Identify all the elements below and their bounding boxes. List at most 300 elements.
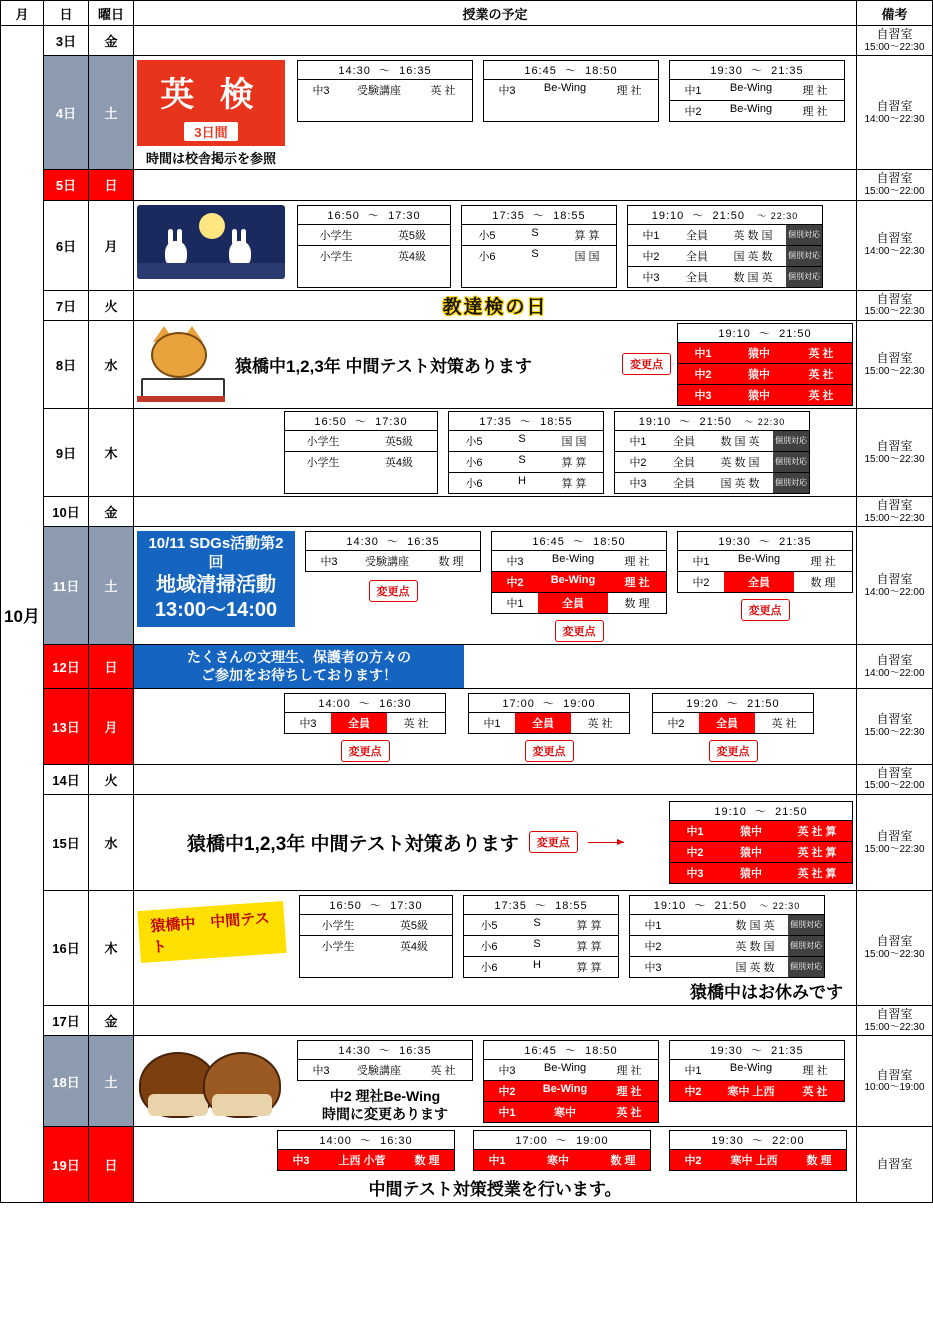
note-label: 自習室	[876, 350, 913, 365]
subjects: 英 社	[403, 717, 429, 730]
change-badge: 変更点	[341, 740, 390, 762]
grade: 中3	[642, 271, 660, 284]
lesson-row	[464, 915, 618, 936]
subjects: 数 理	[414, 1155, 440, 1168]
day-cell: 16日	[44, 890, 89, 1005]
note-cell	[857, 200, 933, 290]
lesson-row	[300, 936, 452, 956]
lesson-row	[464, 957, 618, 977]
lesson-row	[492, 572, 666, 593]
lesson-row	[628, 225, 822, 246]
table-row	[1, 200, 933, 290]
block-time: 19:10 ～ 21:50 ～ 22:30	[628, 206, 822, 225]
lesson-blocks	[305, 531, 853, 642]
eiken-subtitle: 時間は校舎掲示を参照	[145, 151, 276, 167]
grade: 中1	[498, 1107, 516, 1120]
grade: 中3	[299, 717, 317, 730]
main-cell	[134, 764, 857, 794]
main-cell	[134, 1036, 857, 1127]
block-time: 16:50 ～ 17:30	[300, 896, 452, 915]
subjects: 英 数 国	[720, 456, 760, 469]
school: 猿中	[748, 368, 770, 381]
note-label: 自習室	[876, 765, 913, 780]
kobetsu-badge: 個別対応	[773, 473, 809, 493]
grade: 小学生	[319, 229, 353, 242]
lesson-row	[670, 863, 852, 883]
sdgs-line1: 10/11 SDGs活動第2回	[148, 535, 284, 571]
grade: 中3	[292, 1155, 310, 1168]
lesson-row	[285, 452, 437, 472]
lesson-block	[669, 1130, 847, 1171]
eiken-badge: 3日間	[184, 122, 237, 141]
subjects: 英 社	[808, 368, 834, 381]
block-time: 16:45 ～ 18:50	[492, 532, 666, 551]
chuukan-test-label: 猿橋中 中間テスト	[149, 909, 271, 957]
subjects: 英 社	[808, 347, 834, 360]
course: S	[531, 226, 539, 239]
chusha-note-line2: 時間に変更あります	[322, 1106, 448, 1123]
lesson-row	[670, 80, 844, 101]
note-label: 自習室	[876, 438, 913, 453]
lesson-row	[678, 343, 852, 364]
note-label: 自習室	[876, 27, 913, 41]
lesson-block	[677, 531, 853, 593]
course	[676, 957, 722, 977]
grade: 中2	[629, 456, 647, 469]
note-cell	[857, 764, 933, 794]
lesson-row	[469, 713, 629, 733]
note-label: 自習室	[876, 291, 913, 306]
main-cell	[134, 794, 857, 890]
course	[676, 936, 722, 956]
day-cell: 18日	[44, 1036, 89, 1127]
lesson-block	[614, 411, 810, 494]
dow-cell: 金	[89, 1005, 134, 1035]
course: 全員	[331, 713, 387, 733]
lesson-row	[653, 713, 813, 733]
lesson-row	[462, 225, 616, 246]
subjects: 英 数 国	[733, 229, 773, 242]
day-cell: 8日	[44, 320, 89, 408]
grade: 中1	[642, 229, 660, 242]
test-taisaku-text: 猿橋中1,2,3年 中間テスト対策あります	[235, 356, 532, 376]
grade: 中1	[686, 825, 704, 838]
kobetsu-badge: 個別対応	[786, 225, 822, 245]
subjects: 国 国	[574, 250, 600, 263]
note-cell	[857, 290, 933, 320]
course: S	[533, 937, 541, 950]
course: 受験講座	[365, 556, 409, 569]
lesson-row	[484, 1102, 658, 1122]
lesson-blocks	[297, 60, 845, 122]
subjects: 数 理	[624, 598, 650, 611]
note-label: 自習室	[876, 497, 913, 512]
subjects: 算 算	[561, 456, 587, 469]
subjects: 英 社	[430, 85, 456, 98]
lesson-row	[678, 572, 852, 592]
lesson-block	[297, 205, 451, 288]
grade: 小学生	[319, 250, 353, 263]
kobetsu-badge: 個別対応	[788, 957, 824, 977]
grade: 中1	[629, 435, 647, 448]
day-cell: 10日	[44, 496, 89, 526]
subjects: 英 社	[430, 1065, 456, 1078]
lesson-row	[628, 267, 822, 287]
grade: 中2	[692, 577, 710, 590]
table-row	[1, 408, 933, 496]
note-cell	[857, 1005, 933, 1035]
subjects: 算 算	[574, 229, 600, 242]
grade: 中3	[506, 556, 524, 569]
block-time: 19:30 ～ 22:00	[670, 1131, 846, 1150]
block-time: 14:00 ～ 16:30	[278, 1131, 454, 1150]
course: H	[533, 958, 541, 971]
grade: 中3	[498, 1065, 516, 1078]
chestnut-illustration	[137, 1040, 287, 1124]
block-time: 17:00 ～ 19:00	[469, 694, 629, 713]
note-label: 自習室	[876, 934, 913, 949]
grade: 小6	[480, 961, 498, 974]
lesson-row	[670, 1150, 846, 1170]
grade: 中2	[644, 940, 662, 953]
subjects: 理 社	[624, 577, 650, 590]
lesson-row	[449, 431, 603, 452]
lesson-block	[297, 60, 473, 122]
note-cell	[857, 496, 933, 526]
note-hours: 15:00～22:30	[864, 453, 925, 465]
dow-cell: 木	[89, 890, 134, 1005]
kobetsu-badge: 個別対応	[773, 452, 809, 472]
main-cell	[134, 290, 857, 320]
note-hours: 15:00～22:00	[864, 186, 925, 198]
day-cell: 12日	[44, 645, 89, 688]
main-cell	[134, 320, 857, 408]
grade: 小5	[478, 229, 496, 242]
sdgs-invite-banner	[134, 645, 464, 687]
grade: 中1	[684, 85, 702, 98]
subjects: 数 国 英	[733, 271, 773, 284]
subjects: 数 理	[806, 1155, 832, 1168]
course: 受験講座	[357, 85, 401, 98]
lesson-row	[285, 713, 445, 733]
dow-cell: 火	[89, 290, 134, 320]
school: 寒中	[547, 1155, 569, 1168]
grade: 中1	[644, 919, 662, 932]
main-cell	[134, 890, 857, 1005]
note-hours: 14:00～22:30	[864, 113, 925, 125]
block-time: 14:00 ～ 16:30	[285, 694, 445, 713]
course: Be-Wing	[551, 553, 595, 566]
subjects: 英5級	[399, 919, 429, 932]
subjects: 英 社	[802, 1086, 828, 1099]
grade: 中2	[684, 1155, 702, 1168]
dow-cell: 金	[89, 26, 134, 56]
school: 寒中 上西	[727, 1086, 775, 1099]
grade: 中3	[498, 85, 516, 98]
grade: 小学生	[321, 940, 355, 953]
subjects: 英4級	[397, 250, 427, 263]
course: Be-Wing	[542, 1083, 588, 1096]
note-label: 自習室	[876, 99, 913, 114]
arrow-icon	[588, 842, 624, 843]
block-time: 19:20 ～ 21:50	[653, 694, 813, 713]
grade: 中3	[312, 85, 330, 98]
note-hours: 14:00～22:00	[864, 586, 925, 598]
sdgs-line2: 地域清掃活動	[156, 573, 276, 596]
note-hours: 15:00～22:30	[864, 843, 925, 855]
subjects: 算 算	[576, 940, 602, 953]
table-header-row	[1, 1, 933, 26]
dow-cell: 土	[89, 527, 134, 645]
grade: 中2	[684, 106, 702, 119]
lesson-row	[298, 246, 450, 266]
dow-cell: 木	[89, 408, 134, 496]
grade: 中1	[694, 347, 712, 360]
main-cell	[134, 170, 857, 200]
lesson-block	[468, 693, 630, 734]
sdgs-line3: 13:00～14:00	[154, 598, 278, 621]
main-cell	[134, 408, 857, 496]
dow-cell: 日	[89, 1127, 134, 1203]
day-cell: 13日	[44, 688, 89, 764]
table-row	[1, 1005, 933, 1035]
main-cell	[134, 1005, 857, 1035]
change-badge: 変更点	[709, 740, 758, 762]
course: Be-Wing	[543, 82, 587, 95]
subjects: 英4級	[384, 456, 414, 469]
subjects: 理 社	[616, 1086, 642, 1099]
main-cell	[134, 56, 857, 170]
lesson-block	[284, 693, 446, 734]
course: 全員	[538, 593, 608, 613]
note-label: 自習室	[876, 231, 913, 246]
block-time: 14:30 ～ 16:35	[306, 532, 480, 551]
course: 全員	[515, 713, 571, 733]
grade: 中3	[694, 389, 712, 402]
lesson-row	[630, 915, 824, 936]
subjects: 数 理	[438, 556, 464, 569]
note-cell	[857, 170, 933, 200]
lesson-row	[670, 842, 852, 863]
lesson-blocks	[299, 895, 825, 978]
lesson-block	[463, 895, 619, 978]
block-time: 16:50 ～ 17:30	[298, 206, 450, 225]
lesson-block	[461, 205, 617, 288]
grade: 中1	[483, 717, 501, 730]
block-time: 17:35 ～ 18:55	[464, 896, 618, 915]
day-cell: 14日	[44, 764, 89, 794]
school: 猿中	[740, 846, 762, 859]
lesson-row	[630, 936, 824, 957]
grade: 中2	[667, 717, 685, 730]
note-cell	[857, 645, 933, 688]
lesson-row	[462, 246, 616, 266]
tsukimi-illustration	[137, 205, 285, 279]
lesson-row	[615, 473, 809, 493]
grade: 中2	[694, 368, 712, 381]
note-label: 自習室	[876, 1067, 913, 1082]
kobetsu-badge: 個別対応	[786, 246, 822, 266]
day-cell: 19日	[44, 1127, 89, 1203]
table-row	[1, 170, 933, 200]
course: 全員	[686, 271, 708, 284]
grade: 小学生	[321, 919, 355, 932]
note-cell	[857, 794, 933, 890]
lesson-block	[284, 411, 438, 494]
dow-cell: 日	[89, 170, 134, 200]
block-time: 16:50 ～ 17:30	[285, 412, 437, 431]
block-time: 17:00 ～ 19:00	[474, 1131, 650, 1150]
table-row	[1, 1127, 933, 1203]
header-main: 授業の予定	[134, 1, 857, 26]
note-label: 自習室	[876, 572, 913, 587]
grade: 中2	[498, 1086, 516, 1099]
kobetsu-badge: 個別対応	[786, 267, 822, 287]
subjects: 数 理	[810, 577, 836, 590]
lesson-block	[277, 1130, 455, 1171]
note-label: 自習室	[876, 652, 913, 667]
subjects: 理 社	[802, 85, 828, 98]
sdgs-banner	[137, 531, 295, 627]
lesson-block	[677, 323, 853, 406]
kobetsu-badge: 個別対応	[773, 431, 809, 451]
table-row	[1, 290, 933, 320]
subjects: 英 社	[771, 717, 797, 730]
table-row	[1, 890, 933, 1005]
main-cell	[134, 26, 857, 56]
block-time: 19:10 ～ 21:50 ～ 22:30	[630, 896, 824, 915]
note-cell	[857, 320, 933, 408]
day-cell: 9日	[44, 408, 89, 496]
sarubashi-rest-note: 猿橋中はお休みです	[690, 982, 843, 1002]
subjects: 国 国	[561, 435, 587, 448]
grade: 中1	[488, 1155, 506, 1168]
grade: 中3	[644, 961, 662, 974]
school: 猿中	[740, 825, 762, 838]
main-cell	[134, 688, 857, 764]
note-cell	[857, 26, 933, 56]
subjects: 数 国 英	[735, 919, 775, 932]
table-row	[1, 688, 933, 764]
grade: 小5	[480, 919, 498, 932]
grade: 中1	[506, 598, 524, 611]
grade: 中1	[684, 1065, 702, 1078]
main-cell	[134, 527, 857, 645]
school: 猿中	[740, 867, 762, 880]
lesson-row	[492, 593, 666, 613]
table-row	[1, 320, 933, 408]
course: 全員	[673, 477, 695, 490]
day-cell: 5日	[44, 170, 89, 200]
subjects: 英 数 国	[735, 940, 775, 953]
lesson-block	[669, 801, 853, 884]
course: Be-Wing	[737, 553, 781, 566]
grade: 中3	[320, 556, 338, 569]
lesson-row	[678, 385, 852, 405]
banner-line2: ご参加をお待ちしております！	[201, 667, 397, 684]
change-badge: 変更点	[525, 740, 574, 762]
subjects: 英 社 算	[797, 846, 837, 859]
note-hours: 15:00～22:30	[864, 727, 925, 739]
block-time: 17:35 ～ 18:55	[449, 412, 603, 431]
note-hours: 15:00～22:30	[864, 306, 925, 318]
course: 全員	[686, 250, 708, 263]
lesson-row	[492, 551, 666, 572]
note-cell	[857, 1127, 933, 1203]
table-row	[1, 764, 933, 794]
table-row	[1, 26, 933, 56]
lesson-row	[474, 1150, 650, 1170]
change-badge: 変更点	[369, 580, 418, 602]
course: 受験講座	[357, 1065, 401, 1078]
lesson-row	[464, 936, 618, 957]
grade: 中2	[684, 1086, 702, 1099]
change-badge: 変更点	[741, 599, 790, 621]
lesson-row	[484, 80, 658, 100]
note-hours: 14:00～22:30	[864, 246, 925, 258]
note-hours: 15:00～22:00	[864, 780, 925, 792]
block-time: 16:45 ～ 18:50	[484, 61, 658, 80]
course: Be-Wing	[729, 1062, 773, 1075]
dow-cell: 水	[89, 320, 134, 408]
block-time: 16:45 ～ 18:50	[484, 1041, 658, 1060]
note-hours: 10:00～19:00	[864, 1082, 925, 1094]
course: S	[518, 453, 526, 466]
grade: 中2	[506, 577, 524, 590]
course: 全員	[699, 713, 755, 733]
block-time: 19:30 ～ 21:35	[670, 1041, 844, 1060]
course: H	[518, 474, 526, 487]
chusha-note-line1: 中2 理社Be-Wing	[329, 1088, 441, 1105]
grade: 小5	[465, 435, 483, 448]
note-cell	[857, 408, 933, 496]
day-cell: 11日	[44, 527, 89, 645]
subjects: 英 社	[616, 1107, 642, 1120]
grade: 小学生	[306, 435, 340, 448]
subjects: 理 社	[802, 1065, 828, 1078]
table-row	[1, 645, 933, 688]
dow-cell: 月	[89, 688, 134, 764]
lesson-block	[297, 1040, 473, 1081]
lesson-block	[305, 531, 481, 572]
note-cell	[857, 1036, 933, 1127]
lesson-row	[615, 452, 809, 473]
course: S	[533, 916, 541, 929]
lesson-row	[484, 1060, 658, 1081]
change-badge: 変更点	[529, 831, 578, 853]
table-row	[1, 527, 933, 645]
lesson-row	[298, 1060, 472, 1080]
header-month: 月	[1, 1, 44, 26]
lesson-row	[670, 821, 852, 842]
block-time: 19:10 ～ 21:50 ～ 22:30	[615, 412, 809, 431]
lesson-block	[483, 60, 659, 122]
course: S	[518, 432, 526, 445]
lesson-row	[300, 915, 452, 936]
lesson-blocks	[297, 1040, 473, 1081]
course	[676, 915, 722, 935]
lesson-block	[669, 60, 845, 122]
dow-cell: 金	[89, 496, 134, 526]
dow-cell: 火	[89, 764, 134, 794]
block-time: 19:30 ～ 21:35	[678, 532, 852, 551]
grade: 中3	[629, 477, 647, 490]
block-time: 19:10 ～ 21:50	[678, 324, 852, 343]
block-time: 17:35 ～ 18:55	[462, 206, 616, 225]
lesson-row	[449, 473, 603, 493]
course: S	[531, 247, 539, 260]
cat-illustration	[137, 326, 229, 402]
